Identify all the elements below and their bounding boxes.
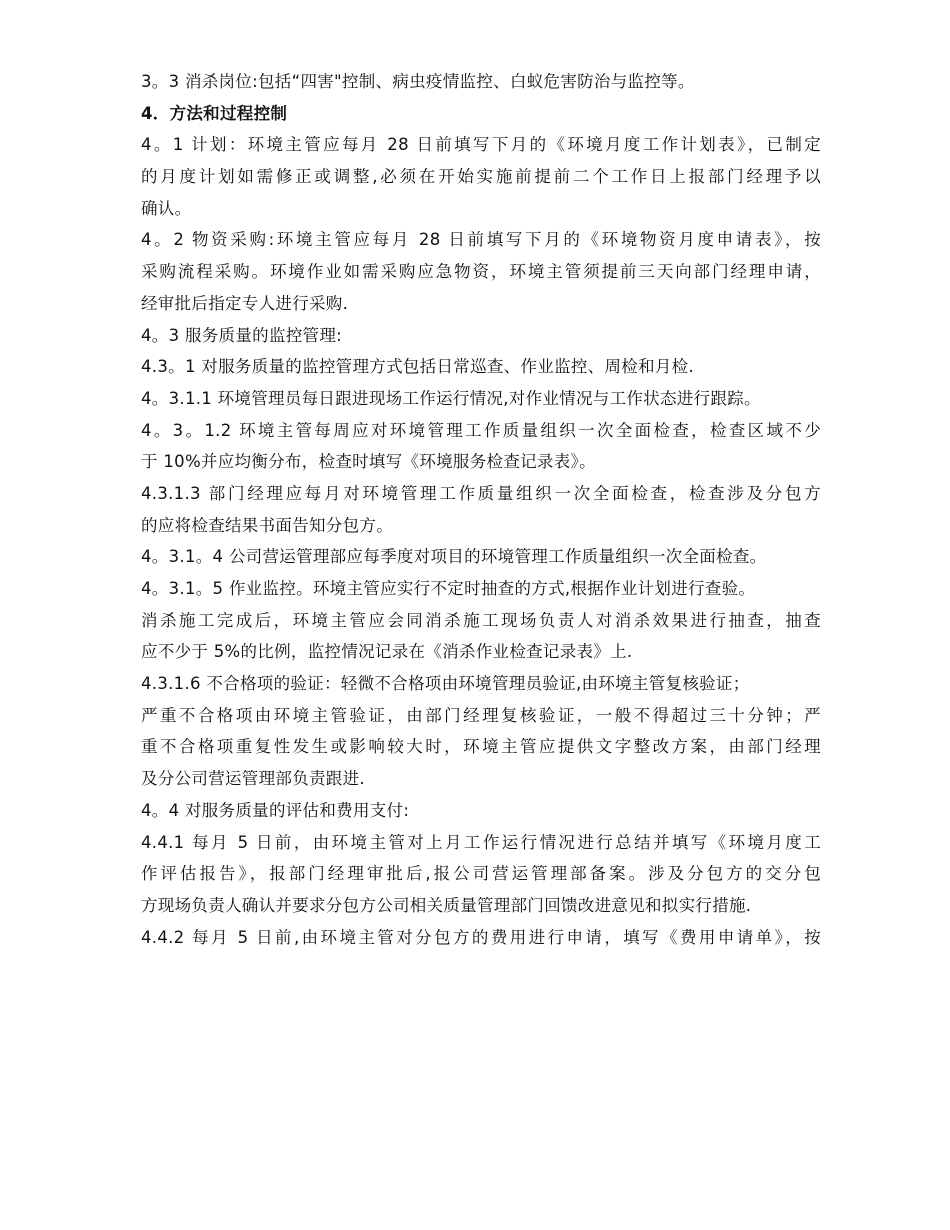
text-line: 4。1 计划：环境主管应每月 28 日前填写下月的《环境月度工作计划表》，已制定: [141, 135, 821, 155]
text-line: 3。3 消杀岗位:包括“四害"控制、病虫疫情监控、白蚁危害防治与监控等。: [141, 72, 695, 91]
text-line: 于 10%并应均衡分布，检查时填写《环境服务检查记录表》。: [141, 452, 596, 472]
text-line: 4。2 物资采购:环境主管应每月 28 日前填写下月的《环境物资月度申请表》，按: [141, 230, 821, 250]
text-line: 的应将检查结果书面告知分包方。: [141, 515, 393, 535]
text-line: 4.4.2 每月 5 日前,由环境主管对分包方的费用进行申请，填写《费用申请单》，按: [141, 927, 821, 947]
text-line: 方现场负责人确认并要求分包方公司相关质量管理部门回馈改进意见和拟实行措施.: [141, 895, 752, 915]
section-heading: 4．方法和过程控制: [141, 103, 288, 123]
text-line: 4.3。1 对服务质量的监控管理方式包括日常巡查、作业监控、周检和月检.: [141, 357, 695, 377]
text-line: 经审批后指定专人进行采购.: [141, 293, 349, 313]
text-line: 消杀施工完成后，环境主管应会同消杀施工现场负责人对消杀效果进行抽查，抽查: [141, 610, 821, 630]
text-line: 4。3.1.1 环境管理员每日跟进现场工作运行情况,对作业情况与工作状态进行跟踪。: [141, 388, 761, 408]
document-body: [141, 66, 821, 953]
text-line: 严重不合格项由环境主管验证，由部门经理复核验证，一般不得超过三十分钟；严: [141, 705, 821, 725]
text-line: 4。3 服务质量的监控管理:: [141, 325, 342, 345]
text-line: 4。3。1.2 环境主管每周应对环境管理工作质量组织一次全面检查，检查区域不少: [141, 420, 821, 440]
text-line: 4.3.1.6 不合格项的验证：轻微不合格项由环境管理员验证,由环境主管复核验证；: [141, 674, 750, 694]
text-line: 及分公司营运管理部负责跟进.: [141, 769, 365, 789]
text-line: 确认。: [141, 198, 192, 218]
text-line: 作评估报告》，报部门经理审批后,报公司营运管理部备案。涉及分包方的交分包: [141, 864, 821, 884]
text-line: 的月度计划如需修正或调整,必须在开始实施前提前二个工作日上报部门经理予以: [141, 167, 821, 187]
text-line: 4.3.1.3 部门经理应每月对环境管理工作质量组织一次全面检查，检查涉及分包方: [141, 483, 821, 503]
text-line: 应不少于 5%的比例，监控情况记录在《消杀作业检查记录表》上.: [141, 642, 633, 662]
text-line: 4。3.1。5 作业监控。环境主管应实行不定时抽查的方式,根据作业计划进行查验。: [141, 579, 756, 598]
text-line: 4。4 对服务质量的评估和费用支付:: [141, 800, 410, 820]
text-line: 重不合格项重复性发生或影响较大时，环境主管应提供文字整改方案，由部门经理: [141, 737, 821, 757]
text-line: 4.4.1 每月 5 日前，由环境主管对上月工作运行情况进行总结并填写《环境月度工: [141, 832, 821, 852]
text-line: 采购流程采购。环境作业如需采购应急物资，环境主管须提前三天向部门经理申请，: [141, 262, 821, 282]
text-line: 4。3.1。4 公司营运管理部应每季度对项目的环境管理工作质量组织一次全面检查。: [141, 547, 767, 567]
